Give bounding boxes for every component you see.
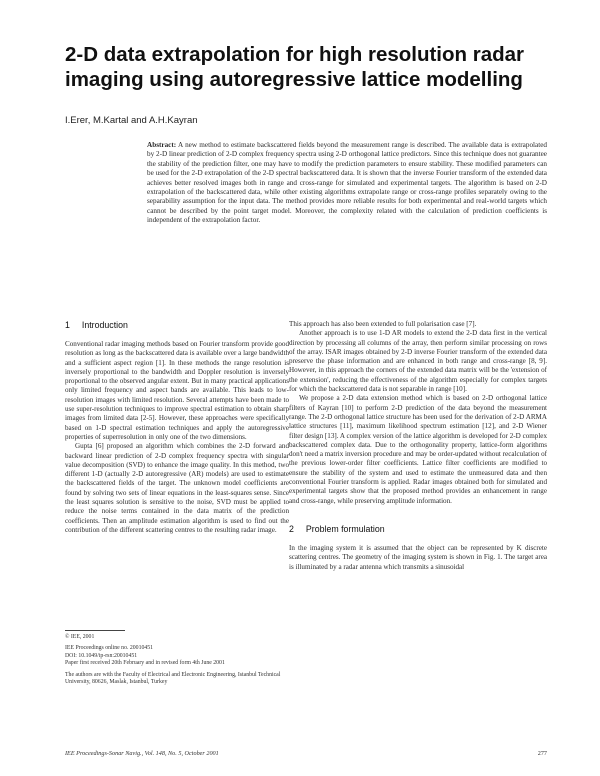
authors: I.Erer, M.Kartal and A.H.Kayran <box>65 115 198 126</box>
section-2-number: 2 <box>289 523 294 534</box>
journal-citation: IEE Proceedings-Sonar Navig., Vol. 148, No. 5, October 2001 <box>65 750 219 757</box>
section-2-title: Problem formulation <box>305 523 385 534</box>
footnote-doi: DOI: 10.1049/ip-rsn:20010451 <box>65 652 138 659</box>
footnote-affiliation: The authors are with the Faculty of Electrical and Electronic Engineering, Istanbul Technical University, 80626, Maslak, Istanbul, Turkey <box>65 671 281 686</box>
section-1-number: 1 <box>65 320 70 330</box>
footnote-online-no: IEE Proceedings online no. 20010451 <box>65 645 154 652</box>
footnote-rule <box>65 630 125 631</box>
page-number: 277 <box>537 750 547 757</box>
problem-paragraph-1: In the imaging system it is assumed that the object can be represented by K discrete scattering centres. The geometry of the imaging system is shown in Fig. 1. The target area is illuminated by a radar antenna which transmits a sinusoidal <box>289 543 547 571</box>
right-column <box>289 320 547 572</box>
abstract <box>147 141 547 226</box>
intro-paragraph-2: Gupta [6] proposed an algorithm which combines the 2-D forward and backward linear prediction of 2-D complex frequency spectra with singular value decomposition (SVD) to enhance the image quality. In this method, two different 1-D (actually 2-D autoregressive (AR) models) are used to estimate the backscattered fields of the target. The unknown model coefficients are found by solving two sets of linear equations in the least-squares sense. Since the least squares solution is sensitive to the noise, SVD must be applied to reduce the noise terms contained in the data matrix of the prediction coefficients. Then an amplitude estimation algorithm is used to find out the contribution of the different scattering centres to the resulting radar image. <box>65 442 289 534</box>
page-footer <box>65 750 547 759</box>
section-2-heading <box>289 523 547 534</box>
abstract-text: A new method to estimate backscattered fields beyond the measurement range is described. The available data is extrapolated by 2-D linear prediction of 2-D complex frequency spectra using 2-D orthogonal lattice predictors. Since this technique does not guarantee the stability of the prediction filter, one may have to modify the prediction parameters to ensure stability. These modified parameters can be used for the 2-D extrapolation of the 2-D spectral backscattered data. It is shown that the inverse Fourier transform of the extended data achieves better resolved images both in range and cross-range for simulated and experimental targets. The algorithm is based on 2-D extrapolation of the backscattered data, while other existing algorithms extrapolate range or cross-range profiles separately owing to the separability assumption for the input data. The method provides more reliable results for both experimental and real-world targets which cannot be described by the point target model. Moreover, the complexity related with the calculation of prediction coefficients is independent of the extrapolation factor. <box>147 141 548 225</box>
intro-paragraph-4: Another approach is to use 1-D AR models to extend the 2-D data first in the vertical direction by processing all columns of the array, then perform similar processing on rows of the array. ISAR images obtained by 2-D inverse Fourier transform of the extended data preserve the phase information and are enhanced in both range and cross-range [8, 9]. However, in this approach the corners of the extended data matrix will be the 'extension of the extension', reducing the effectiveness of the algorithm especially for complex targets for which the backscattered data is not separable in range [10]. <box>289 329 547 394</box>
intro-paragraph-5: We propose a 2-D data extension method which is based on 2-D orthogonal lattice filters of Kayran [10] to perform 2-D prediction of the data beyond the measurement range. The 2-D orthogonal lattice structure has been used for the derivation of 2-D ARMA lattice structures [11], maximum likelihood spectrum estimation [12], and 2-D Wiener filter design [13]. A complex version of the lattice algorithm is developed for 2-D complex backscattered complex data. Due to the orthogonality property, lattice-form algorithms don't need a matrix inversion procedure and may be order-updated without recalculation of the previous lower-order filter coefficients. Lattice filter coefficients are modified to ensure the stability of the system and used to estimate the unmeasured data and then conventional Fourier transform is applied. Radar images obtained both for simulated and experimental targets show that the proposed method provides an enhancement in range and cross-range, while preserving amplitude information. <box>289 394 547 505</box>
intro-paragraph-1: Conventional radar imaging methods based on Fourier transform provide good resolution as long as the backscattered data is available over a large bandwidth and a sufficient aspect region [1]. In these methods the range resolution is inversely proportional to the bandwidth and Doppler resolution is inversely proportional to the observed angular extent. But in many practical applications only limited frequency and aspect bands are available. This leads to low-resolution images with limited resolution. Several attempts have been made to use super-resolution techniques to improve spectral estimation to obtain sharp images from limited data [2-5]. However, these approaches were specifically based on 1-D spectral estimation techniques and apply the autoregressive properties of superresolution in only one of the two dimensions. <box>65 340 289 441</box>
intro-paragraph-3: This approach has also been extended to full polarisation case [7]. <box>289 320 477 328</box>
abstract-label: Abstract: <box>147 141 177 149</box>
section-1-title: Introduction <box>81 320 128 330</box>
section-1-heading <box>65 320 289 330</box>
footnote-copyright: © IEE, 2001 <box>65 634 95 640</box>
paper-title: 2-D data extrapolation for high resolution radar imaging using autoregressive lattice modelling <box>65 43 525 91</box>
footnote-received: Paper first received 20th February and in revised form 4th June 2001 <box>65 660 225 667</box>
footnotes <box>65 634 289 686</box>
left-column <box>65 320 289 535</box>
